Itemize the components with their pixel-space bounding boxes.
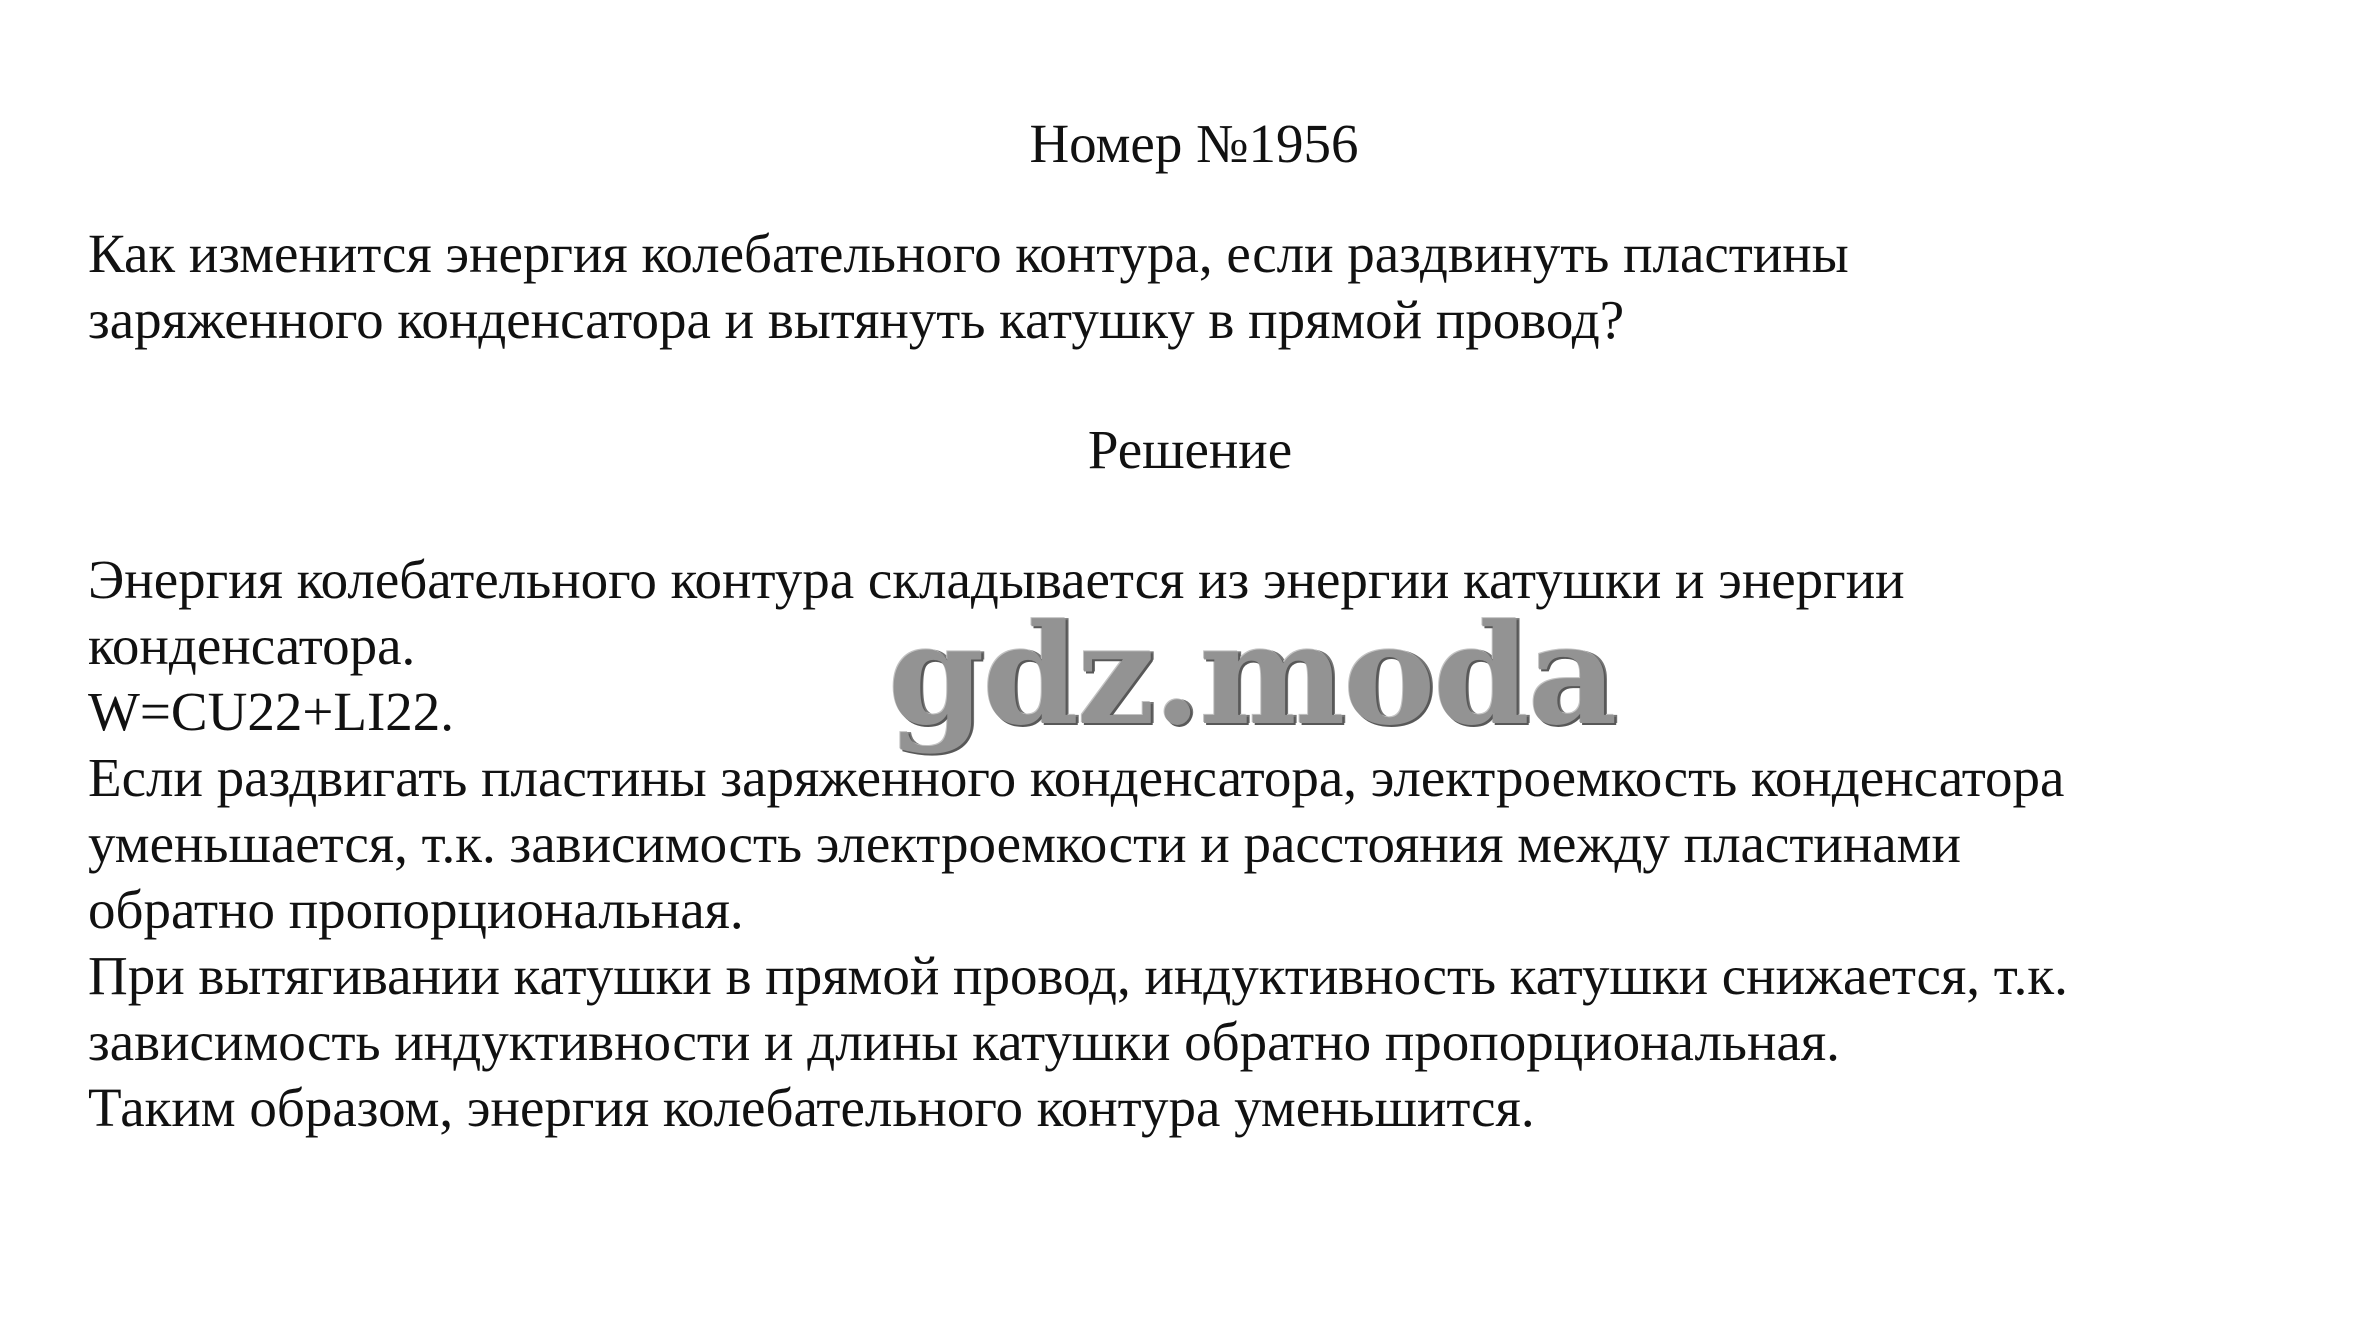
problem-number-title: Номер №1956: [1029, 113, 1359, 174]
solution-line: При вытягивании катушки в прямой провод, индуктивность катушки снижается, т.к.: [88, 945, 2068, 1006]
question-line: заряженного конденсатора и вытянуть катушку в прямой провод?: [88, 289, 1625, 350]
conclusion-line: Таким образом, энергия колебательного контура уменьшится.: [88, 1077, 1535, 1138]
solution-line: зависимость индуктивности и длины катушки обратно пропорциональная.: [88, 1011, 1840, 1072]
solution-line: конденсатора.: [88, 615, 416, 676]
solution-heading: Решение: [1087, 419, 1293, 480]
solution-line: Если раздвигать пластины заряженного конденсатора, электроемкость конденсатора: [88, 747, 2065, 808]
formula-line: W=CU22+LI22.: [88, 681, 455, 742]
watermark-logo: gdz.moda: [888, 593, 1616, 756]
question-line: Как изменится энергия колебательного контура, если раздвинуть пластины: [88, 223, 1849, 284]
solution-line: обратно пропорциональная.: [88, 879, 744, 940]
solution-line: Энергия колебательного контура складывается из энергии катушки и энергии: [88, 549, 1905, 610]
solution-line: уменьшается, т.к. зависимость электроемкости и расстояния между пластинами: [88, 813, 1961, 874]
